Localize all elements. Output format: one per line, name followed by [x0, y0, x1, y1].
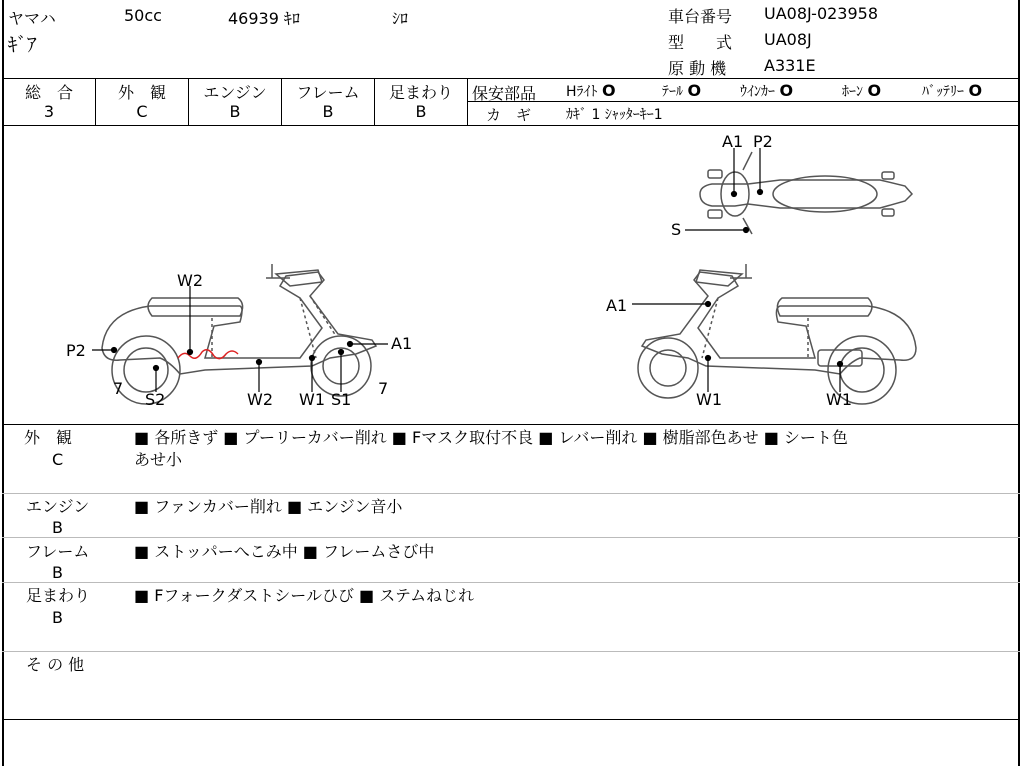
divider: [2, 651, 1020, 652]
left-side-scooter: [102, 264, 376, 404]
divider: [2, 78, 1020, 79]
note-exterior-text: ■ 各所きず ■ プーリーカバー削れ ■ Fマスク取付不良 ■ レバー削れ ■ 樹脂部色あせ ■ シート色: [134, 428, 848, 447]
label-top-p2: P2: [753, 132, 773, 151]
frame-no: UA08J-023958: [764, 4, 879, 23]
safety-item-horn: ﾎｰﾝ O: [842, 81, 882, 100]
divider: [2, 537, 1020, 538]
note-suspension-label: 足まわり: [26, 586, 91, 605]
label-left-w2-top: W2: [177, 271, 203, 290]
note-exterior-text-cont: あせ小: [134, 450, 183, 469]
label-left-7a: 7: [113, 379, 124, 398]
divider: [467, 78, 468, 125]
note-other-label: そ の 他: [26, 655, 85, 674]
body-color: ｼﾛ: [392, 9, 409, 28]
type-label: 型 式: [668, 33, 733, 52]
label-right-w1b: W1: [826, 390, 852, 409]
divider: [467, 101, 1020, 102]
note-engine-text: ■ ファンカバー削れ ■ エンジン音小: [134, 497, 403, 516]
note-suspension-grade: B: [52, 608, 63, 627]
label-right-w1a: W1: [696, 390, 722, 409]
frame-no-label: 車台番号: [668, 7, 733, 26]
key-value: ｶｷﾞ 1 ｼｬｯﾀｰｷｰ1: [566, 107, 663, 123]
total-label: 総 合: [24, 83, 73, 102]
note-frame-grade: B: [52, 563, 63, 582]
key-label: カ ギ: [486, 106, 532, 124]
note-engine-grade: B: [52, 518, 63, 537]
note-frame-text: ■ ストッパーへこみ中 ■ フレームさび中: [134, 542, 435, 561]
frame-grade: B: [322, 102, 334, 121]
model-name: ｷﾞｱ: [8, 34, 37, 56]
note-exterior-grade: C: [52, 450, 64, 469]
divider: [2, 582, 1020, 583]
divider: [2, 493, 1020, 494]
exterior-label: 外 観: [117, 83, 166, 102]
note-engine-label: エンジン: [26, 497, 90, 516]
safety-item-headlight: Hﾗｲﾄ O: [566, 81, 616, 100]
label-right-a1: A1: [606, 296, 628, 315]
exterior-grade: C: [136, 102, 148, 121]
label-left-p2: P2: [66, 341, 86, 360]
divider: [2, 424, 1020, 425]
damage-scratch-mark: [178, 350, 238, 359]
engine-value: A331E: [764, 56, 816, 75]
safety-item-tail: ﾃｰﾙ O: [662, 81, 702, 100]
label-left-a1: A1: [391, 334, 413, 353]
label-left-7b: 7: [378, 379, 389, 398]
note-exterior-label: 外 観: [24, 428, 73, 447]
label-top-a1: A1: [722, 132, 744, 151]
divider: [2, 719, 1020, 720]
label-left-w1: W1: [299, 390, 325, 409]
engine-rating-label: エンジン: [203, 83, 267, 102]
damage-diagram: [0, 126, 1024, 424]
note-suspension-text: ■ Fフォークダストシールひび ■ ステムねじれ: [134, 586, 475, 605]
mileage: 46939 ｷﾛ: [228, 9, 300, 28]
note-frame-label: フレーム: [26, 542, 90, 561]
right-side-scooter: [638, 264, 916, 404]
total-grade: 3: [43, 102, 55, 121]
suspension-grade: B: [415, 102, 427, 121]
label-left-s1: S1: [331, 390, 352, 409]
engine-label: 原 動 機: [668, 59, 727, 78]
label-top-s: S: [671, 220, 682, 239]
type-value: UA08J: [764, 30, 812, 49]
safety-item-battery: ﾊﾞｯﾃﾘｰ O: [922, 81, 983, 100]
displacement: 50cc: [124, 6, 162, 25]
frame-rating-label: フレーム: [296, 83, 360, 102]
label-left-w2: W2: [247, 390, 273, 409]
engine-grade: B: [229, 102, 241, 121]
safety-label: 保安部品: [472, 84, 537, 103]
suspension-rating-label: 足まわり: [388, 83, 453, 102]
label-left-s2: S2: [145, 390, 166, 409]
maker: ヤマハ: [8, 9, 56, 28]
safety-item-winker: ｳｲﾝｶｰ O: [740, 81, 794, 100]
